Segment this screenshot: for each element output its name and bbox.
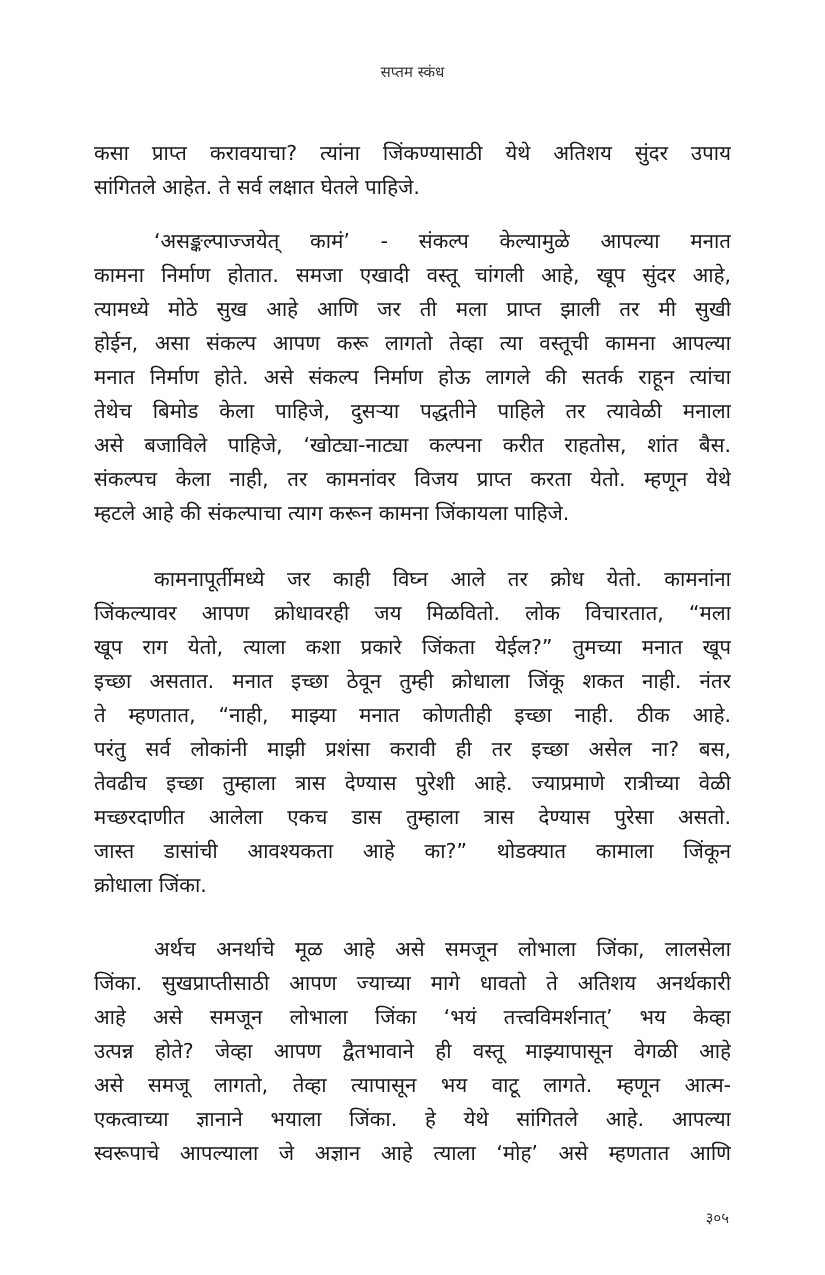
text-line: जास्त डासांची आवश्यकता आहे का?” थोडक्यात कामाला जिंकून: [94, 839, 731, 863]
text-line: जिंकल्यावर आपण क्रोधावरही जय मिळवितो. लोक विचारतात, “मला: [94, 601, 731, 625]
text-line: मनात निर्माण होते. असे संकल्प निर्माण होऊ लागले की सतर्क राहून त्यांचा: [94, 365, 731, 389]
text-line: असे बजाविले पाहिजे, ‘खोट्या-नाट्या कल्पना करीत राहतोस, शांत बैस.: [94, 433, 731, 457]
text-line: आहे असे समजून लोभाला जिंका ‘भयं तत्त्वविमर्शनात्’ भय केव्हा: [94, 1005, 731, 1029]
text-line: जिंका. सुखप्राप्तीसाठी आपण ज्याच्या मागे धावतो ते अतिशय अनर्थकारी: [94, 971, 731, 995]
text-line: संकल्पच केला नाही, तर कामनांवर विजय प्राप्त करता येतो. म्हणून येथे: [94, 467, 731, 491]
text-line: त्यामध्ये मोठे सुख आहे आणि जर ती मला प्राप्त झाली तर मी सुखी: [94, 297, 731, 321]
text-line: उत्पन्न होते? जेव्हा आपण द्वैतभावाने ही वस्तू माझ्यापासून वेगळी आहे: [94, 1039, 731, 1063]
text-line: इच्छा असतात. मनात इच्छा ठेवून तुम्ही क्रोधाला जिंकू शकत नाही. नंतर: [94, 669, 731, 693]
text-line: कामनापूर्तीमध्ये जर काही विघ्न आले तर क्रोध येतो. कामनांना: [154, 567, 731, 591]
text-line: क्रोधाला जिंका.: [94, 873, 207, 897]
text-line: असे समजू लागतो, तेव्हा त्यापासून भय वाटू लागते. म्हणून आत्म-: [94, 1073, 731, 1097]
page-number: ३०५: [705, 1209, 729, 1227]
text-line: खूप राग येतो, त्याला कशा प्रकारे जिंकता येईल?” तुमच्या मनात खूप: [94, 635, 731, 659]
text-line: कसा प्राप्त करावयाचा? त्यांना जिंकण्यासाठी येथे अतिशय सुंदर उपाय: [94, 141, 731, 165]
text-line: तेथेच बिमोड केला पाहिजे, दुसऱ्या पद्धतीने पाहिले तर त्यावेळी मनाला: [94, 399, 731, 423]
running-header: सप्तम स्कंध: [380, 63, 445, 81]
text-line: अर्थच अनर्थाचे मूळ आहे असे समजून लोभाला जिंका, लालसेला: [154, 937, 731, 961]
text-line: ते म्हणतात, “नाही, माझ्या मनात कोणतीही इच्छा नाही. ठीक आहे.: [94, 703, 731, 727]
text-line: ‘असङ्कल्पाज्जयेत् कामं’ - संकल्प केल्यामुळे आपल्या मनात: [154, 229, 731, 253]
text-line: होईन, असा संकल्प आपण करू लागतो तेव्हा त्या वस्तूची कामना आपल्या: [94, 331, 731, 355]
text-line: कामना निर्माण होतात. समजा एखादी वस्तू चांगली आहे, खूप सुंदर आहे,: [94, 263, 731, 287]
text-line: स्वरूपाचे आपल्याला जे अज्ञान आहे त्याला ‘मोह’ असे म्हणतात आणि: [94, 1141, 731, 1165]
text-line: म्हटले आहे की संकल्पाचा त्याग करून कामना जिंकायला पाहिजे.: [94, 501, 570, 525]
text-line: मच्छरदाणीत आलेला एकच डास तुम्हाला त्रास देण्यास पुरेसा असतो.: [94, 805, 731, 829]
text-line: तेवढीच इच्छा तुम्हाला त्रास देण्यास पुरेशी आहे. ज्याप्रमाणे रात्रीच्या वेळी: [94, 771, 731, 795]
text-line: सांगितले आहेत. ते सर्व लक्षात घेतले पाहिजे.: [94, 175, 420, 199]
text-line: एकत्वाच्या ज्ञानाने भयाला जिंका. हे येथे सांगितले आहे. आपल्या: [94, 1107, 731, 1131]
text-line: परंतु सर्व लोकांनी माझी प्रशंसा करावी ही तर इच्छा असेल ना? बस,: [94, 737, 731, 761]
